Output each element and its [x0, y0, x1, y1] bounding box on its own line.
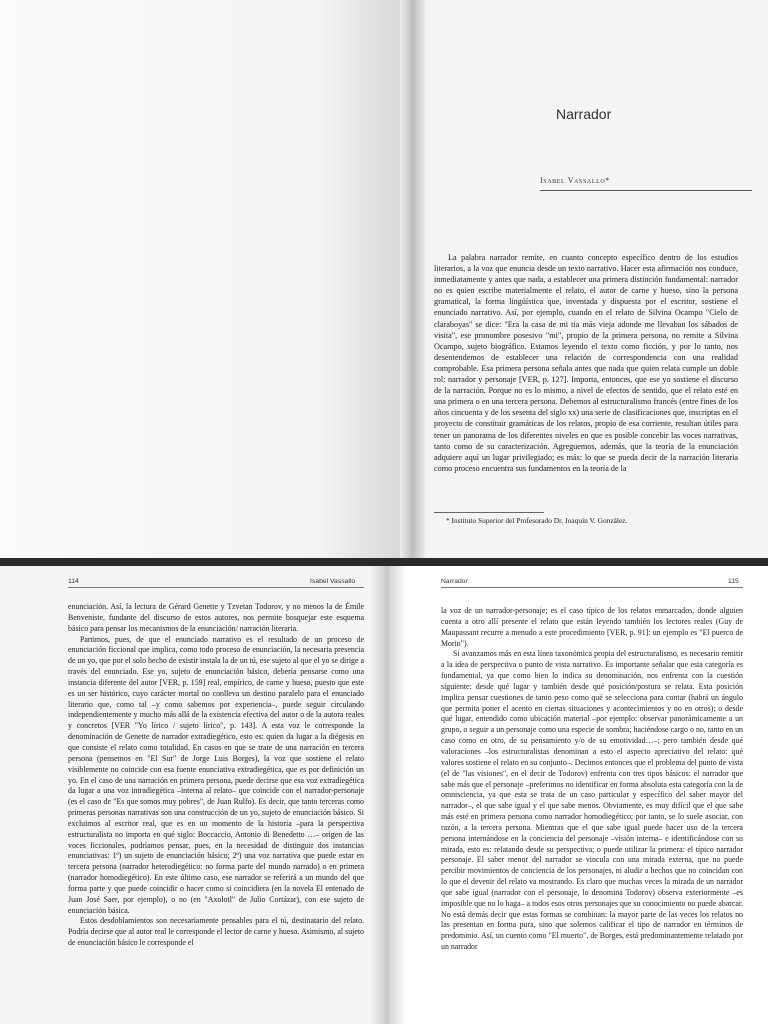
page-number-115: 115: [728, 578, 739, 585]
author-name: Isabel Vassallo*: [540, 176, 610, 185]
opening-paragraph: La palabra narrador remite, en cuanto concepto específico dentro de los estudios literarios, a la voz que enuncia desde un texto narrativo. Hacer esta afirmación nos conduce, inmediatamente y antes que nada, a establecer una primera distinción fundamental: narrador no es quien escribe materialmente el relato, el autor de carne y hueso, sino la persona gramatical, la forma lingüística que, inventada y dispuesta por el escritor, sostiene el enunciado narrativo. Así, por ejemplo, cuando en el relato de Silvina Ocampo "Cielo de claraboyas" se dice: "Era la casa de mi tía más vieja adonde me llevaban los sábados de visita", ese pronombre posesivo "mi", propio de la primera persona, no remite a Silvina Ocampo, sujeto biográfico. Estamos leyendo el texto como ficción, y por lo tanto, nos desentendemos de establecer una relación de correspondencia con una realidad comprobable. Esa primera persona señala antes que nada que quien relata cumple un doble rol: narrador y personaje [VER, p. 127]. Importa, entonces, que ese yo sostiene el discurso de la narración. Porque no es lo mismo, a nivel de efectos de sentido, que el relato esté en una primera o en una tercera persona. Debemos al estructuralismo francés (entre fines de los años cincuenta y de los sesenta del siglo xx) una serie de clasificaciones que, inscriptas en el proyecto de constituir gramáticas de los relatos, propio de esa corriente, resultan útiles para tener un panorama de los diferentes niveles en que es posible concebir las voces narrativas, tanto como de su caracterización. Agreguemos, además, que la teoría de la enunciación adquiere aquí un lugar privilegiado; es más: lo que se pueda decir de la narración literaria como proceso encuentra sus fundamentos en la teoría de la: [434, 253, 738, 473]
footnote: * Instituto Superior del Profesorado Dr. Joaquín V. González.: [446, 516, 628, 525]
book-gutter: [400, 0, 426, 558]
running-head-author: Isabel Vassallo: [310, 578, 356, 585]
paragraph: enunciación. Así, la lectura de Gérard Genette y Tzvetan Todorov, y no menos la de Émile Benveniste, fundante del discurso de estos autores, nos permite bosquejar este esquema básico para pensar los mecanismos de la enunciación/ narración literaria.: [68, 602, 364, 633]
running-head-rule-114: [68, 587, 364, 588]
page-number-114: 114: [68, 578, 79, 585]
scan-divider: [0, 558, 768, 566]
page-114-body: [68, 602, 364, 949]
footnote-rule: [434, 512, 544, 513]
opening-body-text: [434, 252, 738, 474]
paragraph: Partimos, pues, de que el enunciado narrativo es el resultado de un proceso de enunciación ficcional que implica, como todo proceso de enunciación, la necesaria presencia de un yo, que por el solo hecho de existir instala la de un tú, ese sujeto al que el yo se dirige a través del enunciado. Ese yo, sujeto de enunciación básico, debería pensarse como una instancia diferente del autor [VER, p. 159] real, empírico, de carne y hueso, puesto que este es un ser histórico, cuyo carácter mortal no conlleva un destino paralelo para el enunciado literario que, como tal –y como sabemos por experiencia–, puede seguir circulando independientemente y mucho más allá de la existencia efectiva del autor o de la autora reales y concretos [VER "Yo lírico / sujeto lírico", p. 143]. A esta voz le corresponde la denominación de Genette de narrador extradiegético, esto es: quien da lugar a la diégesis en que consiste el relato como totalidad. En casos en que se trate de una narración en tercera persona (pensemos en "El Sur" de Jorge Luis Borges), la voz que sostiene el relato visiblemente no coincide con esa fuente enunciativa extradiegética, que es por definición un yo. En el caso de una narración en primera persona, puede decirse que esa voz extradiegética da lugar a una voz intradiegética –interna al relato– que coincide con el narrador-personaje (es el caso de "Es que somos muy pobres", de Juan Rulfo). Es decir, que tanto terceras como primeras personas narrativas son una construcción de un yo, sujeto de enunciación básico. Si excluimos al escritor real, que es en un momento de la historia –para la perspectiva estructuralista no importa en qué siglo: Boccaccio, Antonio di Benedetto …– origen de las voces ficcionales, podríamos pensar, pues, en la necesidad de distinguir dos instancias enunciativas: 1º) un sujeto de enunciación básico; 2º) una voz narrativa que puede estar en tercera persona (narrador heterodiegético: no forma parte del mundo narrado) o en primera (narrador homodiegético). En este último caso, ese narrador se referirá a un mundo del que forma parte y que puede coincidir o hacer como si coincidiera (en la novela El entenado de Juan José Saer, por ejemplo), o no (en "Axolotl" de Julio Cortázar), con ese sujeto de enunciación básica.: [68, 634, 364, 915]
author-rule: [540, 190, 752, 191]
page-115-body: [441, 606, 743, 953]
book-gutter-bottom: [370, 566, 406, 1024]
running-head-rule-115: [441, 587, 743, 588]
chapter-title: Narrador: [556, 106, 612, 122]
paragraph: Estos desdoblamientos son necesariamente pensables para el tú, destinatario del relato. Podría decirse que al autor real le corresponde el lector de carne y hueso. Asimismo, al sujeto de enunciación básico le corresponde el: [68, 916, 364, 948]
paragraph: la voz de un narrador-personaje; es el caso típico de los relatos enmarcados, donde alguien cuenta a otro allí presente el relato que están leyendo también los lectores reales (Guy de Maupassant recurre a menudo a este procedimiento [VER, p. 91]: un ejemplo es "El puerco de Morin").: [441, 606, 743, 648]
running-head-chapter: Narrador: [441, 578, 468, 585]
paragraph: Si avanzamos más en esta línea taxonómica propia del estructuralismo, es necesario remitir a la idea de perspectiva o punto de vista narrativo. Es importante señalar que esta categoría es fundamental, ya que como bien lo indica su denominación, nos enfrenta con la cuestión siguiente: desde qué lugar y también desde qué posición/postura se relata. Esta posición implica pensar cuestiones de tanto peso como qué se selecciona para contar (habrá un ángulo que permita poner el acento en ciertas situaciones y acontecimientos y no en otros); o desde qué lugar, entendido como ubicación material –por ejemplo: observar panorámicamente a un grupo, o seguir a un personaje como una especie de sombra; haciéndose cargo o no, tanto en un caso como en otro, de su pensamiento y/o de su emotividad…–; pero también desde qué valoraciones –los estructuralistas denominan a esto el aspecto apreciativo del relato: qué valores sostiene el relato en su conjunto–. Decimos entonces que el problema del punto de vista (el de "las visiones", en el decir de Todorov) enfrenta con tres tipos básicos: el narrador que sabe más que el personaje –preferimos no identificar en forma absoluta esta categoría con la de omnisciencia, ya que esta se trata de un caso particular y específico del saber mayor del narrador–, el que sabe igual y el que sabe menos. Obviamente, es muy difícil que el que sabe más esté en primera persona como narrador homodiegético; por tanto, se lo suele asociar, con razón, a la tercera persona. Mientras que el que sabe igual puede hacer uso de la tercera persona internándose en la conciencia del personaje –visión interna– e identificándose con su mirada, esto es: relatando desde su perspectiva; o puede utilizar la primera: el típico narrador personaje. El saber menor del narrador se vincula con una mirada externa, que no puede percibir movimientos de conciencia de los personajes, ni aludir a hechos que no coincidan con lo que el devenir del relato va mostrando. Es claro que muchas veces la mirada de un narrador que sabe igual (narrador con el personaje, lo denomina Todorov) observa exteriormente –es imposible que no lo haga– a todos esos otros personajes que su conocimiento no puede abarcar. No está demás decir que estas formas se combinan: la mayor parte de las veces los relatos no las presentan en forma pura, sino que solemos calificar el tipo de narrador en términos de predominio. Así, un cuento como "El muerto", de Borges, está predominantemente relatado por un narrador: [441, 649, 743, 952]
blank-left-leaf: [0, 0, 400, 558]
